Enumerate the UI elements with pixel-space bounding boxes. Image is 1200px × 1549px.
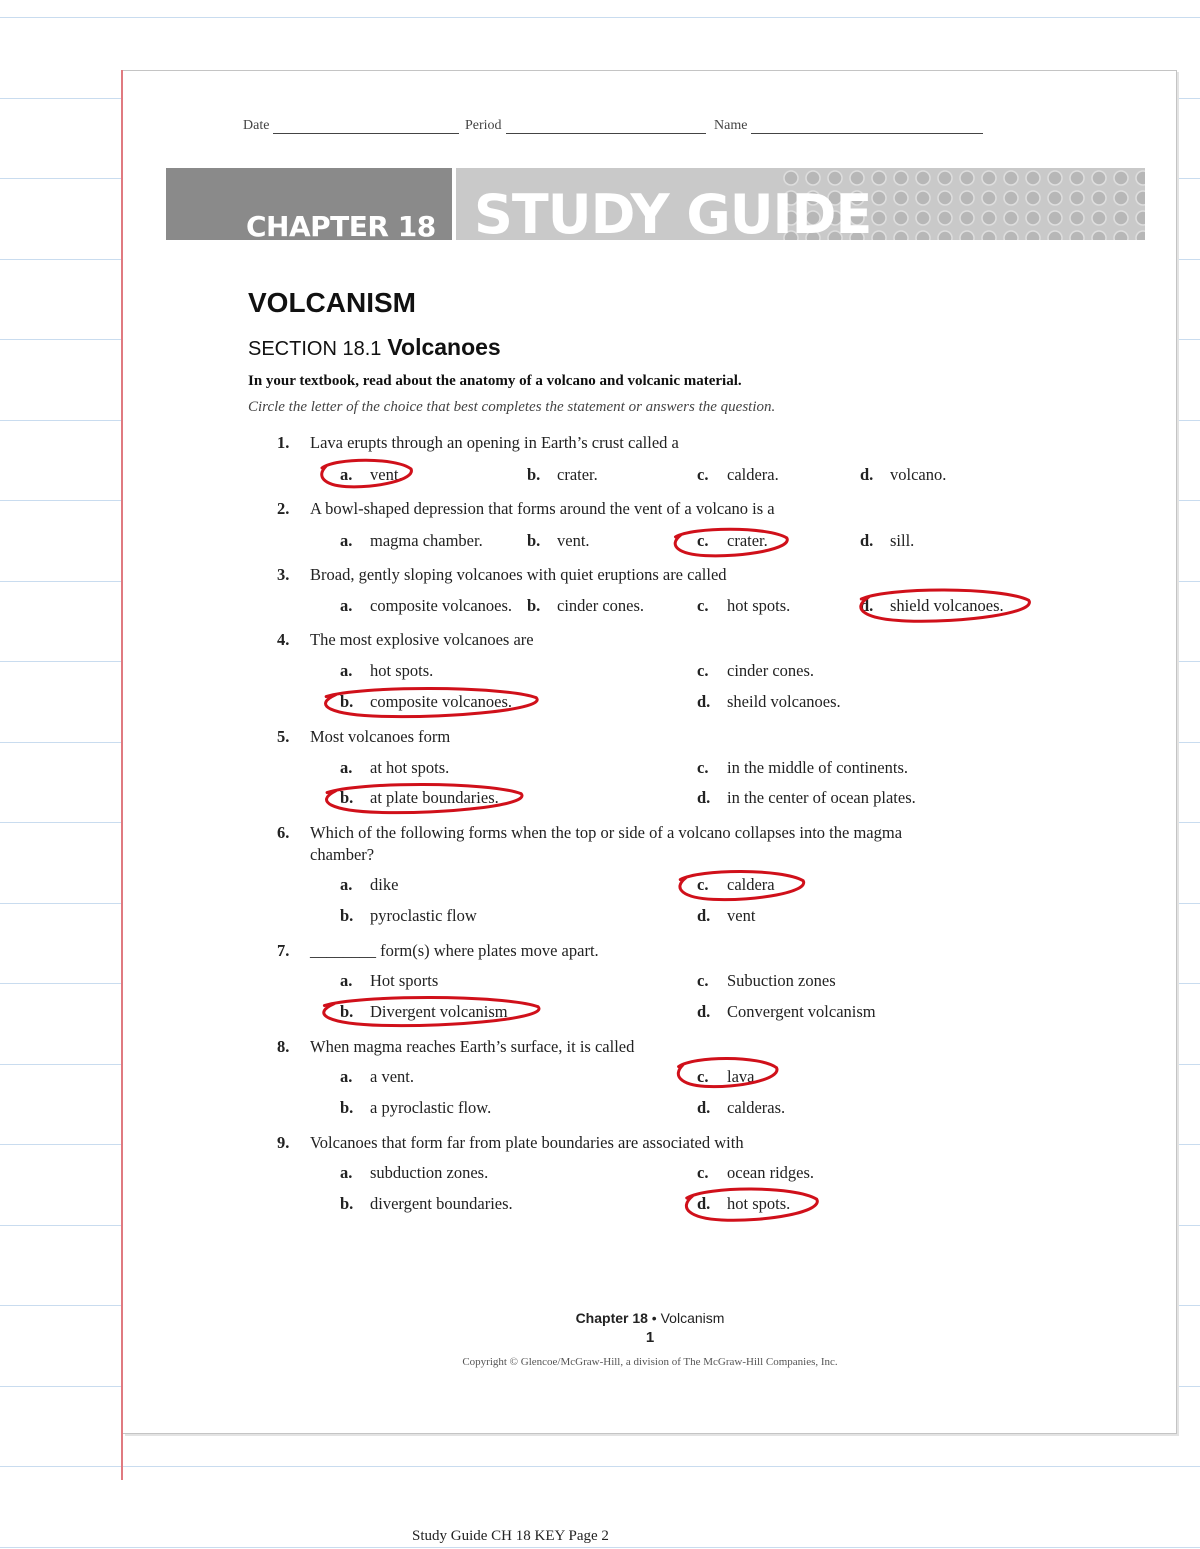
footer-copyright: Copyright © Glencoe/McGraw-Hill, a division of The McGraw-Hill Companies, Inc. — [462, 1356, 838, 1368]
footer-chapter-number: Chapter 18 — [575, 1310, 648, 1326]
choice-text: crater. — [557, 465, 598, 484]
choice-c[interactable] — [697, 1067, 754, 1087]
choice-text: hot spots. — [727, 596, 791, 615]
date-label: Date — [243, 118, 270, 133]
choice-text: vent — [727, 906, 756, 925]
choice-text: crater. — [727, 531, 768, 550]
choice-letter: a. — [340, 661, 353, 680]
choice-letter: d. — [697, 788, 711, 807]
question-number: 5. — [277, 727, 290, 746]
choice-letter: a. — [340, 531, 353, 550]
question-number: 8. — [277, 1037, 290, 1056]
choice-text: at hot spots. — [370, 758, 450, 777]
choice-text: calderas. — [727, 1098, 786, 1117]
choice-letter: d. — [697, 1194, 711, 1213]
choice-c[interactable] — [697, 1163, 814, 1183]
question-text: Broad, gently sloping volcanoes with quiet eruptions are called — [310, 565, 727, 584]
choice-b[interactable] — [340, 1194, 513, 1214]
choice-letter: c. — [697, 465, 709, 484]
question-7 — [277, 941, 599, 961]
choice-text: Divergent volcanism — [370, 1002, 508, 1021]
section-heading — [248, 334, 501, 361]
choice-d[interactable] — [697, 1194, 790, 1214]
question-1 — [277, 433, 679, 453]
choice-letter: c. — [697, 875, 709, 894]
choice-text: in the middle of continents. — [727, 758, 909, 777]
choice-text: dike — [370, 875, 399, 894]
notebook-rule-line — [0, 17, 1200, 18]
choice-b[interactable] — [340, 1002, 508, 1022]
choice-d[interactable] — [697, 906, 755, 926]
question-2 — [277, 499, 775, 519]
choice-a[interactable] — [340, 1067, 414, 1087]
choice-d[interactable] — [697, 788, 916, 808]
choice-letter: a. — [340, 875, 353, 894]
choice-letter: a. — [340, 758, 353, 777]
choice-c[interactable] — [697, 758, 908, 778]
choice-letter: b. — [340, 1002, 354, 1021]
choice-c[interactable] — [697, 596, 790, 616]
choice-text: a pyroclastic flow. — [370, 1098, 492, 1117]
choice-b[interactable] — [527, 531, 590, 551]
question-text: A bowl-shaped depression that forms around the vent of a volcano is a — [310, 499, 775, 518]
question-text: The most explosive volcanoes are — [310, 630, 534, 649]
choice-text: magma chamber. — [370, 531, 483, 550]
choice-c[interactable] — [697, 465, 779, 485]
choice-letter: a. — [340, 1163, 353, 1182]
choice-letter: b. — [340, 1098, 354, 1117]
choice-text: pyroclastic flow — [370, 906, 477, 925]
choice-letter: d. — [697, 906, 711, 925]
chapter-heading: CHAPTER 18 — [246, 210, 436, 243]
choice-text: cinder cones. — [557, 596, 645, 615]
section-name: Volcanoes — [387, 334, 501, 360]
choice-text: composite volcanoes. — [370, 596, 513, 615]
choice-d[interactable] — [697, 692, 841, 712]
choice-d[interactable] — [860, 531, 914, 551]
choice-text: Subuction zones — [727, 971, 836, 990]
choice-text: hot spots. — [370, 661, 434, 680]
footer-chapter — [0, 1310, 1200, 1326]
choice-text: vent. — [370, 465, 403, 484]
choice-d[interactable] — [697, 1002, 876, 1022]
question-number: 3. — [277, 565, 290, 584]
period-field — [465, 118, 706, 134]
choice-letter: d. — [697, 1002, 711, 1021]
choice-text: lava — [727, 1067, 755, 1086]
name-field — [714, 118, 983, 134]
choice-d[interactable] — [697, 1098, 785, 1118]
choice-text: Hot sports — [370, 971, 439, 990]
choice-letter: c. — [697, 531, 709, 550]
question-number: 9. — [277, 1133, 290, 1152]
choice-letter: b. — [340, 1194, 354, 1213]
question-number: 6. — [277, 823, 290, 842]
choice-letter: b. — [527, 465, 541, 484]
choice-text: shield volcanoes. — [890, 596, 1004, 615]
period-blank — [506, 119, 706, 134]
choice-c[interactable] — [697, 875, 775, 895]
choice-text: hot spots. — [727, 1194, 791, 1213]
question-6 — [277, 823, 902, 843]
choice-a[interactable] — [340, 875, 398, 895]
choice-text: in the center of ocean plates. — [727, 788, 916, 807]
choice-a[interactable] — [340, 531, 483, 551]
date-field — [243, 118, 459, 134]
choice-c[interactable] — [697, 971, 836, 991]
choice-letter: d. — [860, 531, 874, 550]
choice-text: caldera — [727, 875, 775, 894]
choice-text: ocean ridges. — [727, 1163, 815, 1182]
question-text: ________ form(s) where plates move apart. — [310, 941, 599, 960]
question-text-continued: chamber? — [310, 845, 375, 864]
study-guide-heading: STUDY GUIDE — [474, 183, 872, 246]
question-text: Most volcanoes form — [310, 727, 451, 746]
choice-d[interactable] — [860, 465, 946, 485]
name-label: Name — [714, 118, 748, 133]
choice-letter: c. — [697, 1163, 709, 1182]
page-title: VOLCANISM — [248, 287, 416, 318]
choice-b[interactable] — [340, 692, 512, 712]
choice-letter: c. — [697, 971, 709, 990]
footer-chapter-title: • Volcanism — [647, 1310, 725, 1326]
choice-b[interactable] — [340, 788, 499, 808]
choice-b[interactable] — [340, 906, 477, 926]
choice-text: cinder cones. — [727, 661, 815, 680]
choice-letter: a. — [340, 971, 353, 990]
footer-page-number: 1 — [645, 1329, 655, 1346]
question-number: 4. — [277, 630, 290, 649]
notebook-rule-line — [0, 1466, 1200, 1467]
choice-letter: d. — [697, 1098, 711, 1117]
choice-letter: d. — [697, 692, 711, 711]
choice-a[interactable] — [340, 596, 512, 616]
question-text: When magma reaches Earth’s surface, it is called — [310, 1037, 635, 1056]
choice-text: vent. — [557, 531, 590, 550]
notebook-page-footer: Study Guide CH 18 KEY Page 2 — [412, 1528, 609, 1544]
choice-letter: b. — [340, 788, 354, 807]
choice-letter: a. — [340, 1067, 353, 1086]
notebook-rule-line — [0, 1547, 1200, 1548]
choice-letter: d. — [860, 596, 874, 615]
question-text: Volcanoes that form far from plate boundaries are associated with — [310, 1133, 744, 1152]
choice-c[interactable] — [697, 531, 768, 551]
question-number: 1. — [277, 433, 290, 452]
question-5 — [277, 727, 450, 747]
choice-text: divergent boundaries. — [370, 1194, 513, 1213]
worksheet-page — [123, 70, 1177, 1434]
choice-text: subduction zones. — [370, 1163, 489, 1182]
choice-text: sheild volcanoes. — [727, 692, 841, 711]
choice-text: caldera. — [727, 465, 779, 484]
choice-text: a vent. — [370, 1067, 414, 1086]
choice-text: composite volcanoes. — [370, 692, 513, 711]
choice-letter: d. — [860, 465, 874, 484]
choice-letter: c. — [697, 596, 709, 615]
choice-text: volcano. — [890, 465, 947, 484]
choice-letter: c. — [697, 1067, 709, 1086]
choice-letter: b. — [340, 906, 354, 925]
question-number: 7. — [277, 941, 290, 960]
date-blank — [273, 119, 459, 134]
choice-a[interactable] — [340, 971, 438, 991]
choice-a[interactable] — [340, 465, 403, 485]
question-text: Lava erupts through an opening in Earth’s crust called a — [310, 433, 679, 452]
choice-b[interactable] — [340, 1098, 491, 1118]
question-9 — [277, 1133, 744, 1153]
choice-text: sill. — [890, 531, 915, 550]
choice-d[interactable] — [860, 596, 1004, 616]
choice-letter: b. — [340, 692, 354, 711]
choice-c[interactable] — [697, 661, 814, 681]
choice-a[interactable] — [340, 758, 449, 778]
question-text: Which of the following forms when the top or side of a volcano collapses into the magma — [310, 823, 903, 842]
circle-instruction: Circle the letter of the choice that best completes the statement or answers the question. — [248, 399, 776, 415]
section-number: SECTION 18.1 — [248, 338, 382, 360]
choice-b[interactable] — [527, 596, 644, 616]
question-4 — [277, 630, 534, 650]
choice-a[interactable] — [340, 661, 433, 681]
choice-letter: c. — [697, 758, 709, 777]
reading-instruction: In your textbook, read about the anatomy of a volcano and volcanic material. — [248, 373, 742, 389]
choice-text: at plate boundaries. — [370, 788, 499, 807]
question-3 — [277, 565, 727, 585]
choice-a[interactable] — [340, 1163, 488, 1183]
choice-text: Convergent volcanism — [727, 1002, 876, 1021]
question-number: 2. — [277, 499, 290, 518]
choice-letter: b. — [527, 596, 541, 615]
choice-letter: b. — [527, 531, 541, 550]
choice-letter: a. — [340, 465, 353, 484]
name-blank — [751, 119, 983, 134]
choice-letter: a. — [340, 596, 353, 615]
period-label: Period — [465, 118, 502, 133]
choice-b[interactable] — [527, 465, 598, 485]
choice-letter: c. — [697, 661, 709, 680]
question-8 — [277, 1037, 634, 1057]
